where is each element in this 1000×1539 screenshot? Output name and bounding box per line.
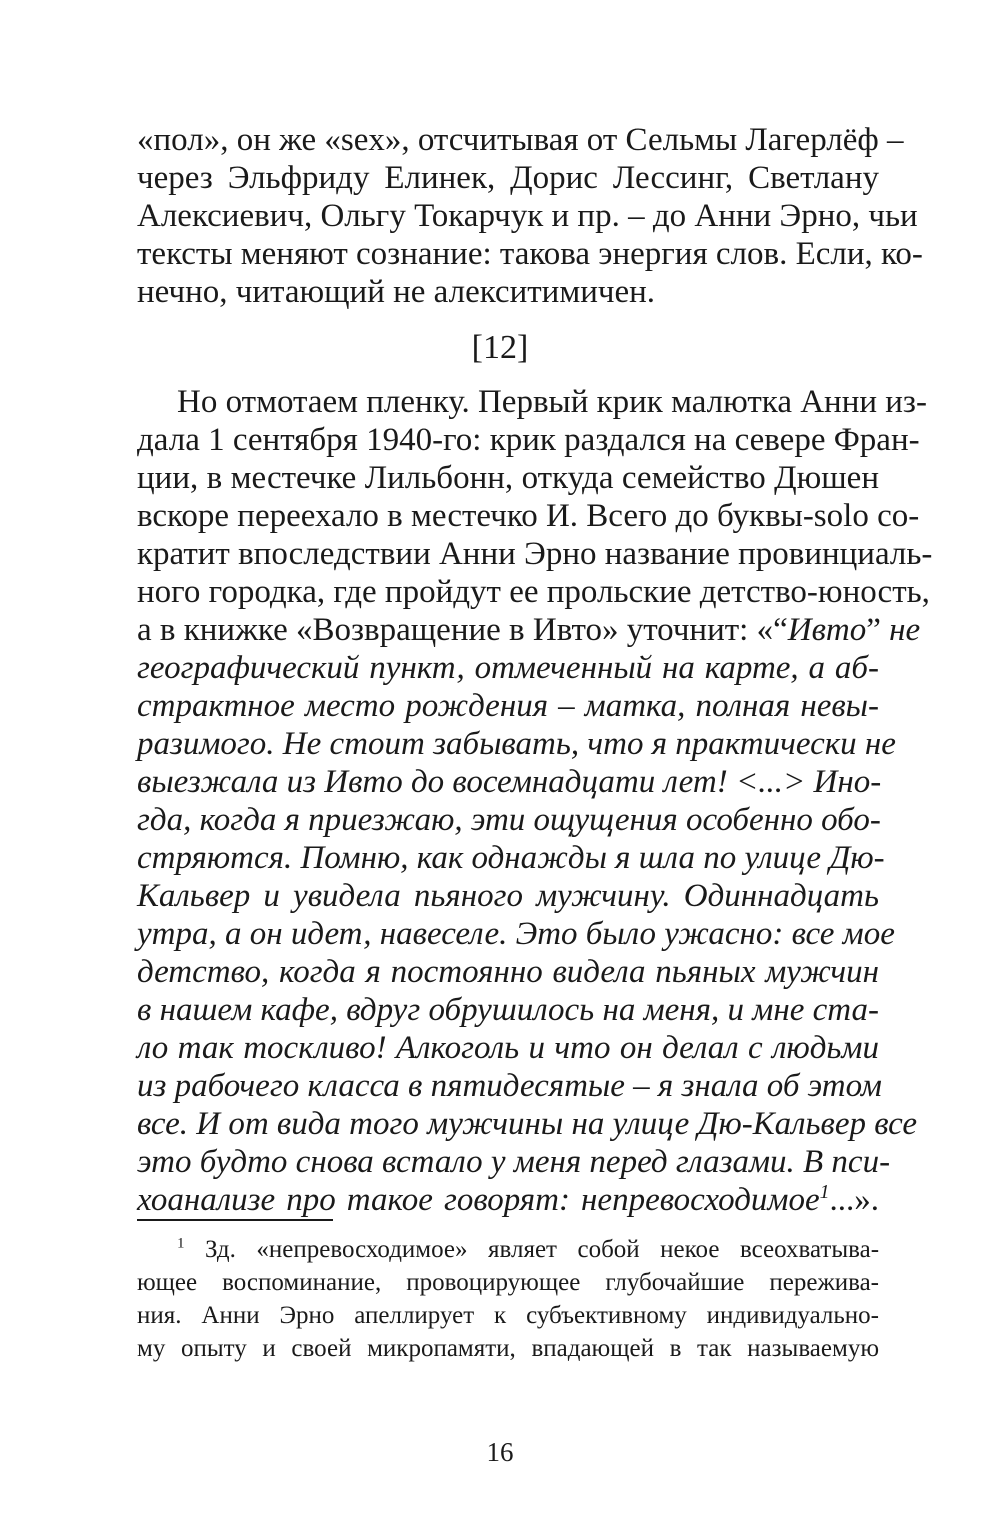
text-line: вскоре переехало в местечко И. Всего до буквы-solo со- (137, 498, 920, 534)
quote-line: выезжала из Ивто до восемнадцати лет! <...> Ино- (137, 764, 882, 800)
quote-line: ло так тоскливо! Алкоголь и что он делал с людьми (137, 1030, 879, 1066)
text-line: тексты меняют сознание: такова энергия слов. Если, ко- (137, 236, 923, 272)
footnote-marker: 1 (177, 1235, 185, 1252)
quote-line: утра, а он идет, навеселе. Это было ужасно: все мое (137, 916, 895, 952)
footnote-text: Зд. «непревосходимое» являет собой некое всеохватыва- (205, 1236, 880, 1263)
text-line: ции, в местечке Лильбонн, откуда семейство Дюшен (137, 460, 879, 496)
text-line: Алексиевич, Ольгу Токарчук и пр. – до Анни Эрно, чьи (137, 198, 918, 234)
text-line: ного городка, где пройдут ее прольские детство-юность, (137, 574, 930, 610)
quote-line: разимого. Не стоит забывать, что я практически не (137, 726, 896, 762)
quote-line: географический пункт, отмеченный на карте, а аб- (137, 650, 879, 686)
quote-line: гда, когда я приезжаю, эти ощущения особенно обо- (137, 802, 881, 838)
text-span-italic: Ивто (787, 612, 867, 648)
quote-line: все. И от вида того мужчины на улице Дю-Кальвер все (137, 1106, 918, 1142)
quote-line: детство, когда я постоянно видела пьяных мужчин (137, 954, 879, 990)
text-span: ...». (829, 1182, 879, 1218)
footnote-divider (137, 1219, 333, 1221)
text-line: нечно, читающий не алекситимичен. (137, 274, 656, 310)
footnote-line (177, 1235, 879, 1265)
footnote-line: ния. Анни Эрно апеллирует к субъективному индивидуально- (137, 1302, 879, 1329)
text-line: Но отмотаем пленку. Первый крик малютка Анни из- (177, 384, 927, 420)
quote-line: стряются. Помню, как однажды я шла по улице Дю- (137, 840, 885, 876)
text-span: а в книжке «Возвращение в Ивто» уточнит: «“ (137, 612, 788, 648)
text-span: ” (866, 612, 890, 648)
quote-line: страктное место рождения – матка, полная невы- (137, 688, 879, 724)
text-span-italic: хоанализе про такое говорят: непревосходимое (137, 1182, 820, 1218)
footnote-reference[interactable]: 1 (819, 1181, 830, 1203)
text-line: дала 1 сентября 1940-го: крик раздался на севере Фран- (137, 422, 920, 458)
section-heading: [12] (471, 329, 529, 366)
page-number: 16 (486, 1437, 514, 1467)
quote-line-last (137, 1181, 879, 1219)
text-line-mixed (137, 611, 921, 649)
text-span-italic: не (889, 612, 921, 648)
footnote-line: ющее воспоминание, провоцирующее глубочайшие пережива- (137, 1269, 879, 1296)
text-line: через Эльфриду Елинек, Дорис Лессинг, Светлану (137, 160, 879, 196)
quote-line: Кальвер и увидела пьяного мужчину. Одиннадцать (137, 878, 879, 914)
text-line: «пол», он же «sex», отсчитывая от Сельмы Лагерлёф – (137, 122, 904, 158)
footnote-line: му опыту и своей микропамяти, впадающей в так называемую (137, 1335, 879, 1362)
quote-line: в нашем кафе, вдруг обрушилось на меня, и мне ста- (137, 992, 879, 1028)
quote-line: это будто снова встало у меня перед глазами. В пси- (137, 1144, 891, 1180)
text-line: кратит впоследствии Анни Эрно название провинциаль- (137, 536, 933, 572)
quote-line: из рабочего класса в пятидесятые – я знала об этом (137, 1068, 882, 1104)
